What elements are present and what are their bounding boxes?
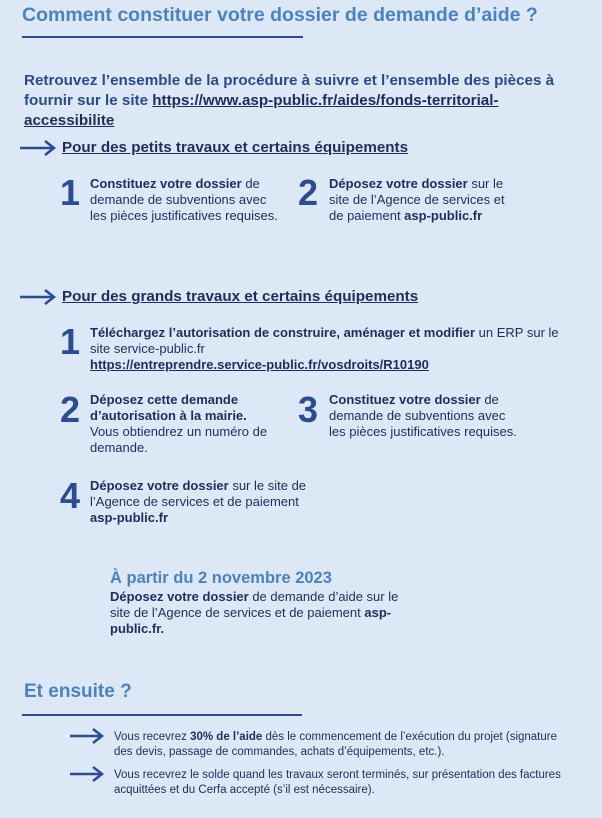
step-number: 2 [298, 172, 319, 213]
step-text: Constituez votre dossier de demande de subventions avec les pièces justificatives requises. [329, 392, 517, 439]
arrow-right-icon [20, 289, 58, 305]
step-number: 2 [60, 389, 81, 430]
step-number: 1 [60, 321, 81, 362]
section-small-title: Pour des petits travaux et certains équipements [62, 139, 409, 156]
title-underline [22, 36, 303, 38]
asp-link[interactable]: https://www.asp-public.fr/aides/fonds-territorial-accessibilite [24, 92, 499, 129]
next-item: Vous recevrez 30% de l’aide dès le commencement de l’exécution du projet (signature des devis, passage de commandes, achats d’équipements, etc.). [114, 731, 557, 758]
intro-text: Retrouvez l’ensemble de la procédure à suivre et l’ensemble des pièces à fournir sur le site [24, 72, 555, 109]
step-text: Déposez votre dossier sur le site de l’Agence de services et de paiement asp-public.fr [329, 176, 505, 223]
highlight-text: Déposez votre dossier de demande d’aide sur le site de l’Agence de services et de paiement asp-public.fr. [110, 589, 399, 636]
page-title: Comment constituer votre dossier de demande d’aide ? [22, 4, 538, 26]
step-number: 4 [60, 475, 81, 516]
step-text: Constituez votre dossier de demande de subventions avec les pièces justificatives requises. [90, 176, 278, 223]
arrow-right-icon [70, 728, 106, 744]
next-underline [22, 714, 302, 716]
step-text: Téléchargez l’autorisation de construire, aménager et modifier un ERP sur le site service-public.fr https://entreprendre.service-public.fr/vosdroits/R10190 [90, 325, 559, 372]
arrow-right-icon [70, 766, 106, 782]
arrow-right-icon [20, 140, 58, 156]
step-text: Déposez cette demande d’autorisation à la mairie. Vous obtiendrez un numéro de demande. [90, 392, 268, 455]
next-item: Vous recevrez le solde quand les travaux seront terminés, sur présentation des factures acquittées et du Cerfa accepté (s’il est nécessaire). [114, 769, 561, 796]
highlight-title: À partir du 2 novembre 2023 [110, 569, 332, 587]
step-number: 3 [298, 389, 319, 430]
service-public-link[interactable]: https://entreprendre.service-public.fr/vosdroits/R10190 [90, 357, 429, 372]
step-text: Déposez votre dossier sur le site de l’Agence de services et de paiement asp-public.fr [90, 478, 307, 525]
section-large-title: Pour des grands travaux et certains équipements [62, 288, 419, 305]
step-number: 1 [60, 172, 81, 213]
intro-paragraph [24, 71, 584, 131]
next-title: Et ensuite ? [24, 681, 132, 702]
